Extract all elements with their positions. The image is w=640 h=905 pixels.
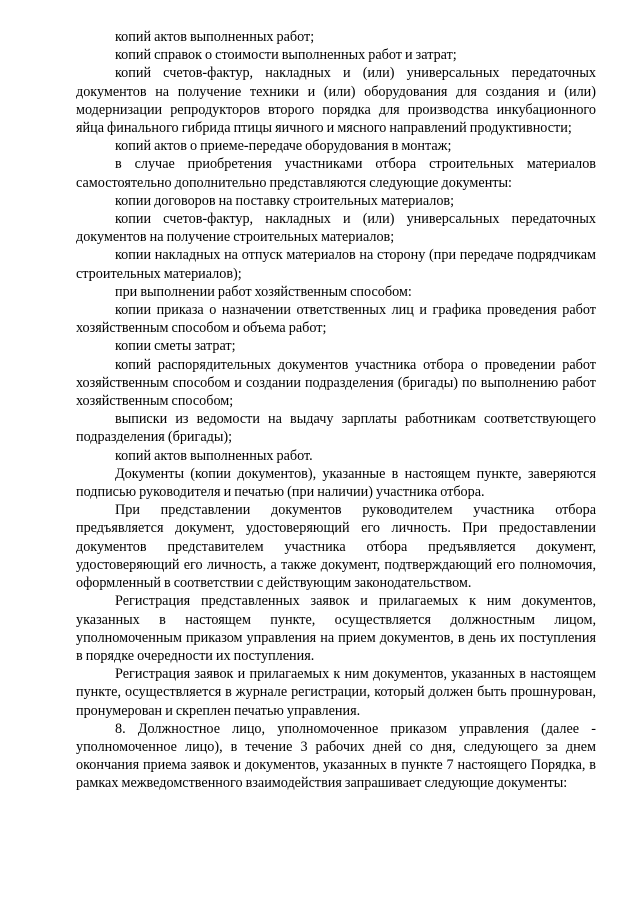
paragraph-19: 8. Должностное лицо, уполномоченное приказом управления (далее - уполномоченное лицо), в течение 3 рабочих дней со дня, следующего за днем окончания приема заявок и документов, указанных в пункте 7 настоящего Порядка, в рамках межведомственного взаимодействия запрашивает следующие документы: [76, 720, 596, 792]
paragraph-18: Регистрация заявок и прилагаемых к ним документов, указанных в настоящем пункте, осуществляется в журнале регистрации, который должен быть прошнурован, пронумерован и скреплен печатью управления. [76, 666, 596, 719]
paragraph-2: копий справок о стоимости выполненных работ и затрат; [115, 47, 457, 64]
paragraph-17: Регистрация представленных заявок и прилагаемых к ним документов, указанных в настоящем пункте, осуществляется должностным лицом, уполномоченным приказом управления на прием документов, в день их поступления в порядке очередности их поступления. [76, 593, 596, 664]
document-page [76, 28, 596, 793]
paragraph-12: копий распорядительных документов участника отбора о проведении работ хозяйственным способом и создании подразделения (бригады) по выполнению работ хозяйственным способом; [76, 356, 596, 410]
paragraph-11: копии сметы затрат; [115, 338, 236, 355]
paragraph-6: копии договоров на поставку строительных материалов; [115, 192, 455, 209]
paragraph-8: копии накладных на отпуск материалов на сторону (при передаче подрядчикам строительных материалов); [76, 247, 596, 282]
paragraph-7: копии счетов-фактур, накладных и (или) универсальных передаточных документов на получение строительных материалов; [76, 211, 596, 246]
paragraph-5: в случае приобретения участниками отбора строительных материалов самостоятельно дополнительно представляются следующие документы: [76, 156, 596, 191]
paragraph-13: выписки из ведомости на выдачу зарплаты работникам соответствующего подразделения (бригады); [76, 411, 596, 446]
paragraph-9: при выполнении работ хозяйственным способом: [115, 283, 412, 300]
paragraph-10: копии приказа о назначении ответственных лиц и графика проведения работ хозяйственным способом и объема работ; [76, 302, 596, 337]
paragraph-15: Документы (копии документов), указанные в настоящем пункте, заверяются подписью руководителя и печатью (при наличии) участника отбора. [76, 465, 596, 501]
paragraph-14: копий актов выполненных работ. [115, 447, 313, 464]
paragraph-16: При представлении документов руководителем участника отбора предъявляется документ, удостоверяющий его личность. При предоставлении документов представителем участника отбора предъявляется документ, удостоверяющий его личность, а также документ, подтверждающий его полномочия, оформленный в соответствии с действующим законодательством. [76, 502, 596, 592]
paragraph-4: копий актов о приеме-передаче оборудования в монтаж; [115, 138, 452, 155]
paragraph-3: копий счетов-фактур, накладных и (или) универсальных передаточных документов на получение техники и (или) оборудования для создания и (или) модернизации репродукторов второго порядка для производства инкубационного яйца финального гибрида птицы яичного и мясного направлений продуктивности; [76, 65, 596, 137]
paragraph-1: копий актов выполненных работ; [115, 29, 315, 45]
